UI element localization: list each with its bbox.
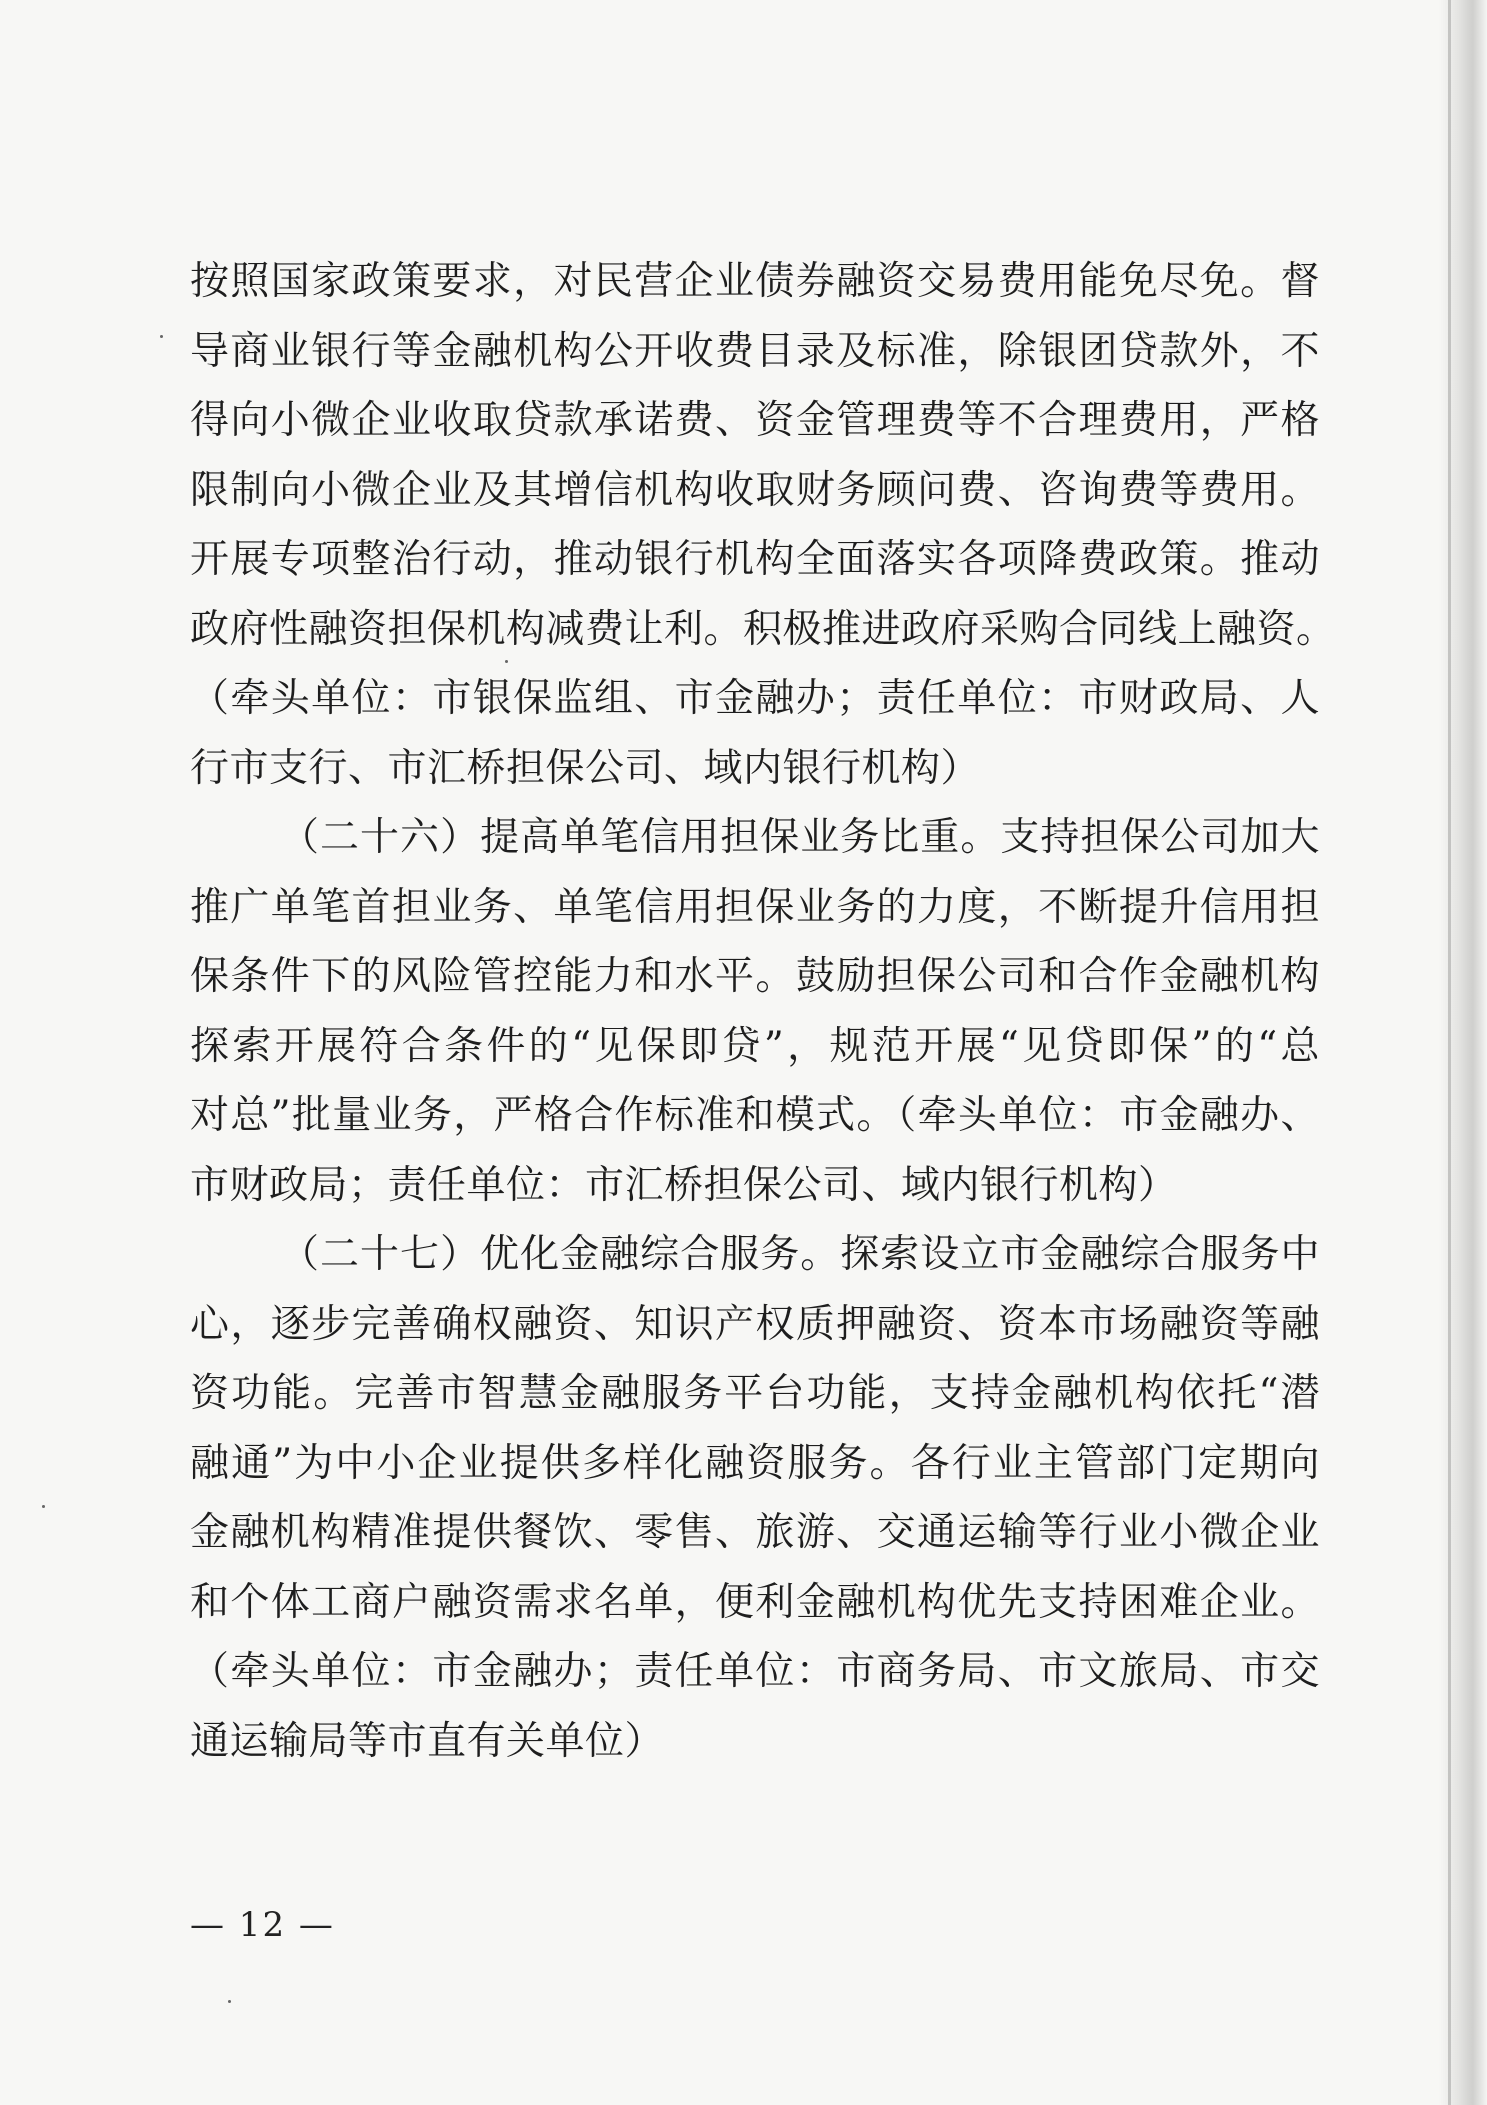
text-line: 市财政局；责任单位：市汇桥担保公司、域内银行机构） [190,1162,1178,1208]
scan-speck [505,660,508,663]
page-number: — 12 — [190,1905,335,1945]
text-line: 保条件下的风险管控能力和水平。鼓励担保公司和合作金融机构 [190,954,1320,999]
text-line: （牵头单位：市金融办；责任单位：市商务局、市文旅局、市交 [190,1649,1320,1694]
document-body [190,247,1336,1776]
scan-speck [160,335,163,338]
page-edge-line [1448,0,1451,2105]
paragraph-start-line: （二十七）优化金融综合服务。探索设立市金融综合服务中 [280,1232,1320,1277]
text-line: 金融机构精准提供餐饮、零售、旅游、交通运输等行业小微企业 [190,1510,1320,1555]
scan-speck [228,2000,231,2003]
text-line: 得向小微企业收取贷款承诺费、资金管理费等不合理费用，严格 [190,398,1320,443]
text-line: 和个体工商户融资需求名单，便利金融机构优先支持困难企业。 [190,1579,1320,1625]
scan-speck [42,1505,45,1508]
text-line: 开展专项整治行动，推动银行机构全面落实各项降费政策。推动 [190,537,1320,582]
text-line: 资功能。完善市智慧金融服务平台功能，支持金融机构依托“潜 [190,1371,1320,1416]
text-line: 限制向小微企业及其增信机构收取财务顾问费、咨询费等费用。 [190,467,1320,513]
paragraph-start-line: （二十六）提高单笔信用担保业务比重。支持担保公司加大 [280,815,1320,860]
text-line: （牵头单位：市银保监组、市金融办；责任单位：市财政局、人 [190,676,1320,721]
page-edge-shadow [1439,0,1487,2105]
text-line: 政府性融资担保机构减费让利。积极推进政府采购合同线上融资。 [190,606,1336,652]
text-line: 融通”为中小企业提供多样化融资服务。各行业主管部门定期向 [190,1440,1320,1486]
text-line: 对总”批量业务，严格合作标准和模式。（牵头单位：市金融办、 [190,1093,1320,1138]
text-line: 心，逐步完善确权融资、知识产权质押融资、资本市场融资等融 [190,1301,1320,1347]
text-line: 行市支行、市汇桥担保公司、域内银行机构） [190,745,981,791]
text-line: 推广单笔首担业务、单笔信用担保业务的力度，不断提升信用担 [190,884,1320,930]
text-line: 通运输局等市直有关单位） [190,1718,665,1764]
text-line: 按照国家政策要求，对民营企业债券融资交易费用能免尽免。督 [190,259,1320,304]
text-line: 导商业银行等金融机构公开收费目录及标准，除银团贷款外，不 [190,328,1320,374]
text-line: 探索开展符合条件的“见保即贷”，规范开展“见贷即保”的“总 [190,1023,1320,1069]
